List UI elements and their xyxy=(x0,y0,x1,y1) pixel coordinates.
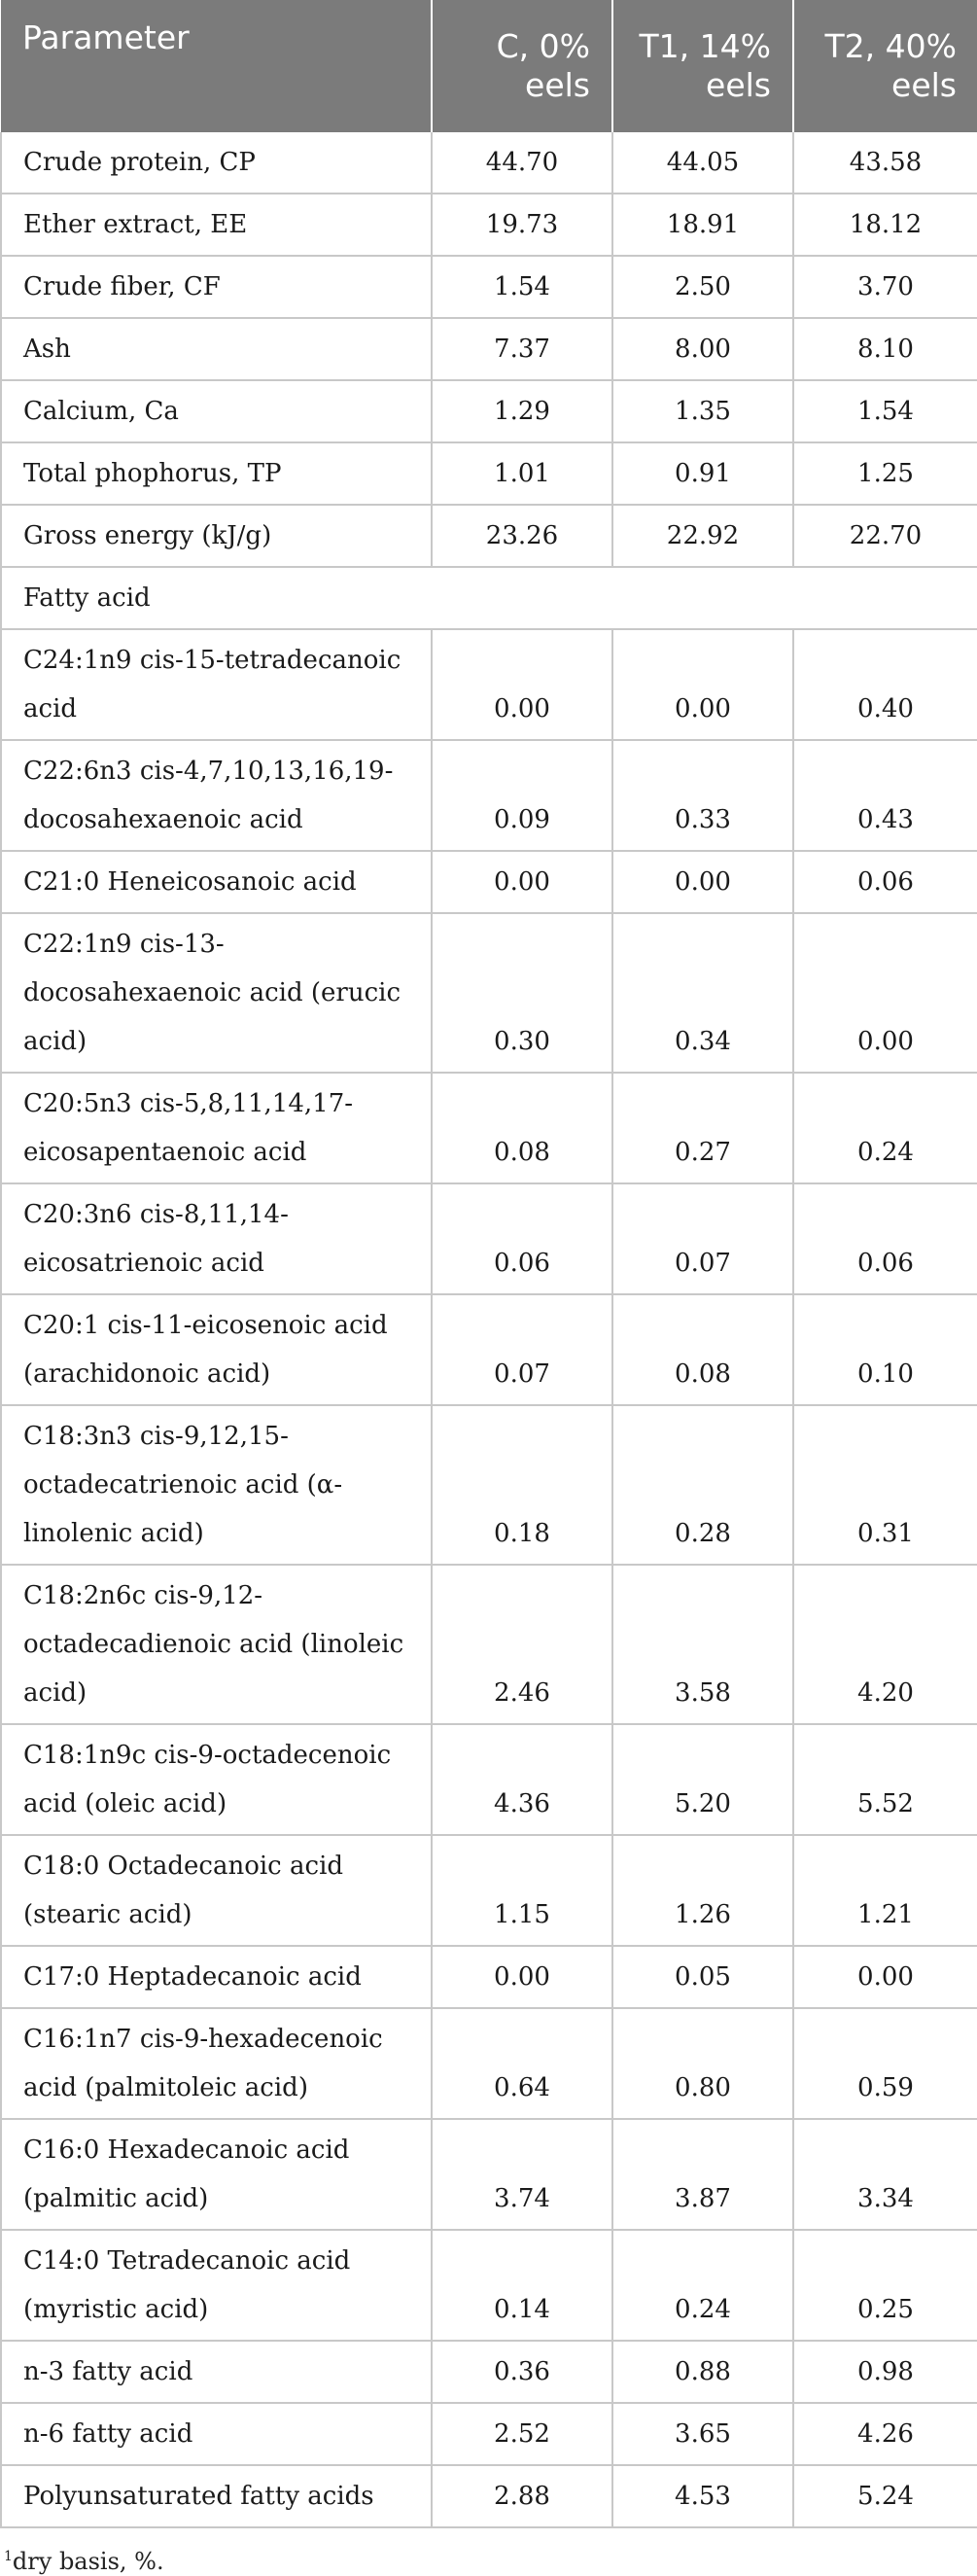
value-control: 0.08 xyxy=(432,1073,612,1183)
value-t1: 0.80 xyxy=(612,2008,793,2119)
value-t2: 0.59 xyxy=(793,2008,977,2119)
row-label: C18:0 Octadecanoic acid (stearic acid) xyxy=(1,1835,432,1946)
table-row xyxy=(1,2119,977,2230)
section-row xyxy=(1,567,977,629)
table-row xyxy=(1,2465,977,2527)
table-row xyxy=(1,132,977,194)
value-t1: 1.35 xyxy=(612,380,793,442)
value-t1: 4.53 xyxy=(612,2465,793,2527)
value-control: 4.36 xyxy=(432,1724,612,1835)
row-label: C18:2n6c cis-9,12-octadecadienoic acid (linoleic acid) xyxy=(1,1565,432,1724)
row-label: Total phophorus, TP xyxy=(1,442,432,505)
value-control: 0.00 xyxy=(432,1946,612,2008)
table-row xyxy=(1,2230,977,2341)
row-label: C20:5n3 cis-5,8,11,14,17-eicosapentaenoic acid xyxy=(1,1073,432,1183)
value-t2: 0.43 xyxy=(793,740,977,851)
value-t1: 44.05 xyxy=(612,132,793,194)
value-t2: 3.70 xyxy=(793,256,977,318)
value-control: 0.64 xyxy=(432,2008,612,2119)
value-t1: 0.28 xyxy=(612,1405,793,1565)
table-row xyxy=(1,2403,977,2465)
table-row xyxy=(1,318,977,380)
value-control: 0.06 xyxy=(432,1183,612,1294)
table-row xyxy=(1,1405,977,1565)
value-control: 0.00 xyxy=(432,851,612,913)
value-t1: 0.05 xyxy=(612,1946,793,2008)
value-t1: 5.20 xyxy=(612,1724,793,1835)
value-control: 1.54 xyxy=(432,256,612,318)
row-label: Polyunsaturated fatty acids xyxy=(1,2465,432,2527)
value-control: 1.15 xyxy=(432,1835,612,1946)
table-header xyxy=(1,0,977,132)
table-body xyxy=(1,132,977,2527)
value-t2: 0.40 xyxy=(793,629,977,740)
value-control: 0.00 xyxy=(432,629,612,740)
row-label: Fatty acid xyxy=(1,567,977,629)
table-row xyxy=(1,1724,977,1835)
table-row xyxy=(1,2008,977,2119)
row-label: C20:1 cis-11-eicosenoic acid (arachidonoic acid) xyxy=(1,1294,432,1405)
value-t1: 0.24 xyxy=(612,2230,793,2341)
value-control: 23.26 xyxy=(432,505,612,567)
table-row xyxy=(1,629,977,740)
value-t1: 3.87 xyxy=(612,2119,793,2230)
table-row xyxy=(1,1835,977,1946)
header-t2: T2, 40% eels xyxy=(793,0,977,132)
value-t1: 18.91 xyxy=(612,194,793,256)
value-control: 0.07 xyxy=(432,1294,612,1405)
header-t1: T1, 14% eels xyxy=(612,0,793,132)
value-t2: 0.24 xyxy=(793,1073,977,1183)
value-t2: 3.34 xyxy=(793,2119,977,2230)
table-row xyxy=(1,1946,977,2008)
value-t2: 0.31 xyxy=(793,1405,977,1565)
table-row xyxy=(1,2341,977,2403)
row-label: C22:6n3 cis-4,7,10,13,16,19-docosahexaenoic acid xyxy=(1,740,432,851)
row-label: C24:1n9 cis-15-tetradecanoic acid xyxy=(1,629,432,740)
header-row xyxy=(1,0,977,132)
value-control: 7.37 xyxy=(432,318,612,380)
value-t2: 18.12 xyxy=(793,194,977,256)
row-label: C18:3n3 cis-9,12,15-octadecatrienoic acid (α-linolenic acid) xyxy=(1,1405,432,1565)
value-t1: 0.00 xyxy=(612,629,793,740)
value-t1: 0.08 xyxy=(612,1294,793,1405)
row-label: Ash xyxy=(1,318,432,380)
table-row xyxy=(1,505,977,567)
value-t1: 0.88 xyxy=(612,2341,793,2403)
value-control: 1.01 xyxy=(432,442,612,505)
value-t1: 0.27 xyxy=(612,1073,793,1183)
value-t2: 5.52 xyxy=(793,1724,977,1835)
value-control: 1.29 xyxy=(432,380,612,442)
table-row xyxy=(1,1294,977,1405)
value-t1: 8.00 xyxy=(612,318,793,380)
value-t1: 3.65 xyxy=(612,2403,793,2465)
value-t2: 1.54 xyxy=(793,380,977,442)
value-control: 0.30 xyxy=(432,913,612,1073)
row-label: n-3 fatty acid xyxy=(1,2341,432,2403)
value-control: 0.18 xyxy=(432,1405,612,1565)
value-t2: 0.06 xyxy=(793,851,977,913)
value-t2: 0.00 xyxy=(793,913,977,1073)
value-t1: 22.92 xyxy=(612,505,793,567)
value-t1: 0.00 xyxy=(612,851,793,913)
value-t2: 0.00 xyxy=(793,1946,977,2008)
value-t2: 8.10 xyxy=(793,318,977,380)
value-t2: 1.21 xyxy=(793,1835,977,1946)
value-t2: 0.10 xyxy=(793,1294,977,1405)
table-footnote xyxy=(0,2528,977,2576)
table-row xyxy=(1,740,977,851)
value-control: 0.36 xyxy=(432,2341,612,2403)
row-label: Ether extract, EE xyxy=(1,194,432,256)
row-label: C21:0 Heneicosanoic acid xyxy=(1,851,432,913)
value-control: 2.52 xyxy=(432,2403,612,2465)
row-label: Gross energy (kJ/g) xyxy=(1,505,432,567)
row-label: C20:3n6 cis-8,11,14-eicosatrienoic acid xyxy=(1,1183,432,1294)
row-label: Crude fiber, CF xyxy=(1,256,432,318)
value-t2: 43.58 xyxy=(793,132,977,194)
row-label: C14:0 Tetradecanoic acid (myristic acid) xyxy=(1,2230,432,2341)
value-t1: 2.50 xyxy=(612,256,793,318)
row-label: C17:0 Heptadecanoic acid xyxy=(1,1946,432,2008)
value-t2: 0.06 xyxy=(793,1183,977,1294)
value-control: 0.14 xyxy=(432,2230,612,2341)
value-t1: 3.58 xyxy=(612,1565,793,1724)
header-parameter: Parameter xyxy=(1,0,432,132)
row-label: Calcium, Ca xyxy=(1,380,432,442)
row-label: C18:1n9c cis-9-octadecenoic acid (oleic acid) xyxy=(1,1724,432,1835)
value-t1: 1.26 xyxy=(612,1835,793,1946)
value-control: 3.74 xyxy=(432,2119,612,2230)
table-row xyxy=(1,194,977,256)
row-label: n-6 fatty acid xyxy=(1,2403,432,2465)
value-t1: 0.33 xyxy=(612,740,793,851)
table-row xyxy=(1,442,977,505)
row-label: C16:0 Hexadecanoic acid (palmitic acid) xyxy=(1,2119,432,2230)
table-row xyxy=(1,256,977,318)
value-t2: 22.70 xyxy=(793,505,977,567)
row-label: C22:1n9 cis-13-docosahexaenoic acid (erucic acid) xyxy=(1,913,432,1073)
table-row xyxy=(1,1073,977,1183)
table-row xyxy=(1,380,977,442)
value-control: 44.70 xyxy=(432,132,612,194)
table-row xyxy=(1,851,977,913)
value-t1: 0.07 xyxy=(612,1183,793,1294)
value-control: 0.09 xyxy=(432,740,612,851)
footnote-marker: 1 xyxy=(4,2549,13,2564)
footnote-text: dry basis, %. xyxy=(12,2548,164,2575)
value-t2: 4.26 xyxy=(793,2403,977,2465)
row-label: Crude protein, CP xyxy=(1,132,432,194)
row-label: C16:1n7 cis-9-hexadecenoic acid (palmitoleic acid) xyxy=(1,2008,432,2119)
value-t2: 1.25 xyxy=(793,442,977,505)
table-row xyxy=(1,913,977,1073)
value-control: 2.46 xyxy=(432,1565,612,1724)
table-row xyxy=(1,1183,977,1294)
value-t2: 0.98 xyxy=(793,2341,977,2403)
value-control: 19.73 xyxy=(432,194,612,256)
table-row xyxy=(1,1565,977,1724)
value-t2: 5.24 xyxy=(793,2465,977,2527)
value-t1: 0.91 xyxy=(612,442,793,505)
value-t2: 4.20 xyxy=(793,1565,977,1724)
value-control: 2.88 xyxy=(432,2465,612,2527)
value-t1: 0.34 xyxy=(612,913,793,1073)
header-control: C, 0% eels xyxy=(432,0,612,132)
value-t2: 0.25 xyxy=(793,2230,977,2341)
